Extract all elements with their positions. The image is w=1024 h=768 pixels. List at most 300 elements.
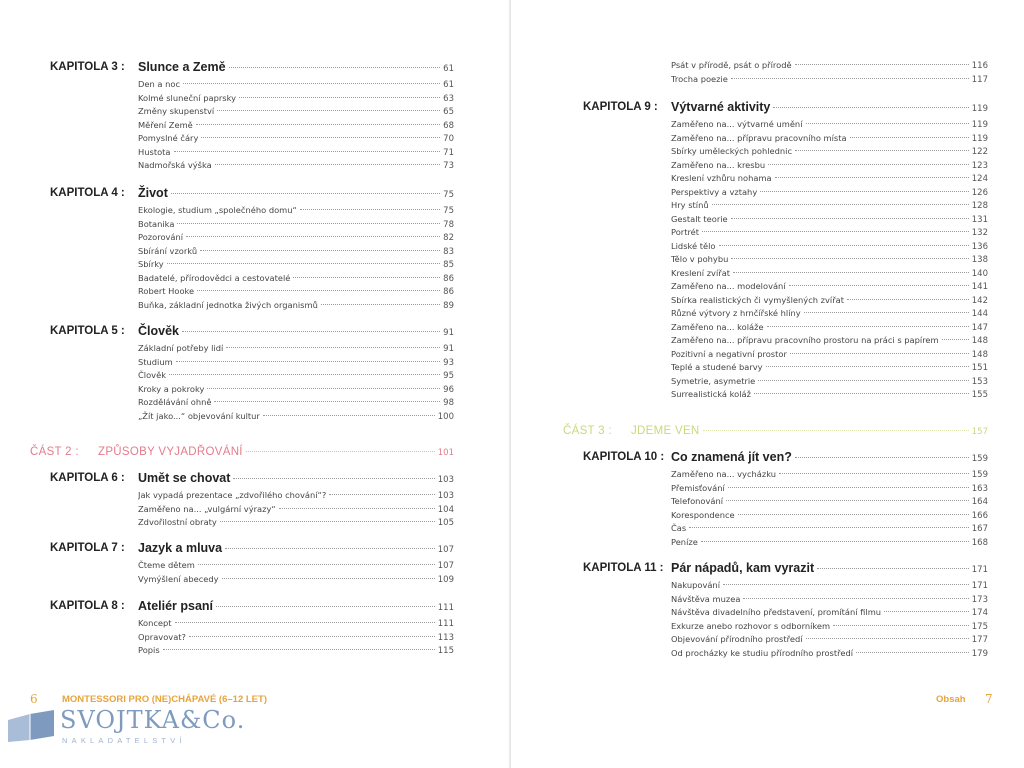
toc-entry-page: 103 — [437, 491, 454, 501]
logo-name: SVOJTKA&Co. — [60, 706, 246, 734]
part-heading-line — [98, 445, 454, 459]
chapter-content — [138, 186, 454, 312]
chapter-page: 119 — [971, 104, 988, 114]
leader-dots — [226, 347, 440, 348]
chapter-content — [671, 59, 988, 86]
toc-entry-title: Zdvořilostní obraty — [138, 517, 217, 527]
leader-dots — [167, 263, 441, 264]
toc-entry-title: Změny skupenství — [138, 106, 215, 116]
leader-dots — [766, 366, 969, 367]
toc-entry — [671, 172, 988, 186]
toc-entry — [671, 321, 988, 335]
toc-entry-title: Zaměřeno na... „vulgární výrazy“ — [138, 503, 276, 514]
toc-entry-title: Sbírky — [138, 259, 164, 269]
toc-entry-title: Botanika — [138, 218, 175, 229]
leader-dots — [856, 652, 969, 653]
toc-entry-title: Přemisťování — [671, 482, 725, 493]
toc-entry-page: 109 — [437, 574, 454, 585]
chapter-heading — [671, 450, 988, 464]
toc-entry — [138, 644, 454, 658]
leader-dots — [942, 339, 969, 340]
chapter-label: KAPITOLA 5 : — [50, 325, 125, 337]
toc-entry-page: 111 — [437, 619, 454, 629]
leader-dots — [197, 290, 440, 291]
leader-dots — [214, 401, 440, 402]
toc-entry — [138, 396, 454, 410]
chapter-5 — [50, 324, 454, 423]
toc-entry — [138, 617, 454, 631]
toc-entry-title: „Žít jako...“ objevování kultur — [138, 410, 260, 421]
leader-dots — [754, 393, 969, 394]
leader-dots — [201, 137, 440, 138]
entry-list — [138, 204, 454, 312]
toc-entry-title: Sbírka realistických či vymyšlených zvířat — [671, 294, 844, 305]
leader-dots — [196, 124, 440, 125]
toc-entry-page: 167 — [971, 524, 988, 534]
part-page: 101 — [437, 448, 454, 458]
chapter-title: Člověk — [138, 324, 179, 338]
toc-entry-page: 100 — [437, 411, 454, 422]
entry-list — [671, 118, 988, 402]
toc-entry-title: Symetrie, asymetrie — [671, 375, 756, 386]
toc-entry-page: 89 — [443, 300, 454, 311]
toc-entry — [671, 59, 988, 73]
leader-dots — [731, 258, 968, 259]
chapter-label: KAPITOLA 3 : — [50, 61, 125, 73]
leader-dots — [712, 204, 969, 205]
toc-entry-title: Zaměřeno na... kresbu — [671, 159, 766, 170]
toc-entry-title: Buňka, základní jednotka živých organismů — [138, 299, 318, 310]
toc-entry — [671, 593, 988, 607]
toc-entry-title: Návštěva divadelního představení, promítání filmu — [671, 607, 882, 617]
toc-entry-page: 148 — [971, 336, 988, 346]
toc-entry — [671, 647, 988, 661]
toc-entry-page: 132 — [971, 228, 988, 238]
toc-entry-title: Od procházky ke studiu přírodního prostředí — [671, 647, 854, 658]
toc-entry-page: 105 — [437, 518, 454, 528]
left-page-number: 6 — [30, 692, 38, 706]
toc-entry-title: Návštěva muzea — [671, 593, 741, 604]
toc-entry-page: 113 — [437, 632, 454, 643]
leader-dots — [169, 374, 440, 375]
entry-list — [138, 78, 454, 173]
toc-entry — [671, 267, 988, 281]
toc-entry-title: Tělo v pohybu — [671, 254, 729, 264]
toc-entry — [671, 388, 988, 402]
toc-entry-page: 175 — [971, 621, 988, 632]
chapter-page: 103 — [437, 475, 454, 485]
leader-dots — [790, 353, 969, 354]
toc-entry-page: 163 — [971, 483, 988, 494]
toc-entry-page: 117 — [971, 74, 988, 85]
toc-entry-page: 140 — [971, 268, 988, 279]
book-icon — [6, 708, 56, 744]
toc-entry — [138, 245, 454, 259]
leader-dots — [229, 67, 441, 68]
toc-entry-page: 136 — [971, 241, 988, 252]
leader-dots — [795, 457, 969, 458]
leader-dots — [884, 611, 969, 612]
toc-entry-page: 68 — [443, 120, 454, 131]
leader-dots — [701, 541, 969, 542]
leader-dots — [263, 415, 435, 416]
toc-entry — [138, 218, 454, 232]
toc-entry-title: Korespondence — [671, 509, 735, 520]
toc-entry-title: Člověk — [138, 370, 166, 380]
toc-entry-page: 173 — [971, 594, 988, 605]
chapter-heading — [138, 324, 454, 338]
toc-entry-title: Perspektivy a vztahy — [671, 186, 758, 197]
toc-entry — [671, 375, 988, 389]
chapter-content — [138, 324, 454, 423]
right-page-number: 7 — [985, 692, 993, 706]
toc-entry-title: Různé výtvory z hrnčířské hlíny — [671, 308, 801, 318]
toc-entry-page: 138 — [971, 255, 988, 265]
leader-dots — [817, 568, 969, 569]
leader-dots — [183, 83, 440, 84]
leader-dots — [775, 177, 969, 178]
toc-entry — [671, 240, 988, 254]
chapter-label: KAPITOLA 10 : — [583, 451, 665, 463]
leader-dots — [176, 361, 440, 362]
toc-entry-page: 141 — [971, 282, 988, 292]
leader-dots — [731, 218, 969, 219]
leader-dots — [216, 606, 435, 607]
leader-dots — [703, 430, 969, 431]
chapter-7 — [50, 541, 454, 586]
chapter-page: 91 — [443, 328, 454, 338]
leader-dots — [760, 191, 969, 192]
part-title: JDEME VEN — [631, 425, 700, 437]
toc-entry — [138, 342, 454, 356]
chapter-title: Ateliér psaní — [138, 599, 214, 613]
toc-entry-title: Robert Hooke — [138, 286, 195, 296]
chapter-title: Co znamená jít ven? — [671, 450, 792, 464]
leader-dots — [329, 494, 435, 495]
leader-dots — [779, 473, 969, 474]
toc-entry — [671, 334, 988, 348]
toc-entry — [138, 258, 454, 272]
toc-entry — [138, 204, 454, 218]
leader-dots — [738, 514, 969, 515]
chapter-title: Život — [138, 186, 168, 200]
entry-list — [671, 468, 988, 549]
toc-entry — [138, 573, 454, 587]
toc-entry-title: Pomyslné čáry — [138, 133, 199, 143]
toc-entry — [671, 579, 988, 593]
chapter-label: KAPITOLA 6 : — [50, 472, 125, 484]
toc-entry — [138, 559, 454, 573]
toc-entry-page: 78 — [443, 219, 454, 230]
toc-entry-page: 124 — [971, 174, 988, 184]
toc-entry-title: Hry stínů — [671, 200, 709, 210]
leader-dots — [246, 451, 435, 452]
toc-entry-page: 119 — [971, 133, 988, 144]
entry-list — [138, 559, 454, 586]
toc-entry-title: Zaměřeno na... koláže — [671, 321, 764, 332]
chapter-content — [138, 60, 454, 173]
toc-entry-title: Studium — [138, 356, 173, 367]
toc-entry-page: 174 — [971, 608, 988, 618]
toc-entry-page: 148 — [971, 349, 988, 360]
entry-list — [671, 59, 988, 86]
toc-entry — [138, 503, 454, 517]
part-label: ČÁST 2 : — [30, 446, 79, 458]
toc-entry-page: 166 — [971, 510, 988, 521]
toc-entry-title: Čas — [671, 523, 687, 533]
chapter-title: Pár nápadů, kam vyrazit — [671, 561, 815, 575]
entry-list — [138, 617, 454, 658]
leader-dots — [225, 548, 435, 549]
toc-entry — [671, 253, 988, 267]
toc-entry-page: 128 — [971, 201, 988, 211]
chapter-page: 171 — [971, 565, 988, 575]
leader-dots — [719, 245, 969, 246]
toc-entry-title: Nakupování — [671, 580, 720, 590]
leader-dots — [300, 209, 440, 210]
chapter-heading — [138, 541, 454, 555]
leader-dots — [207, 388, 440, 389]
chapter-page: 107 — [437, 545, 454, 555]
toc-entry — [671, 633, 988, 647]
toc-entry — [671, 468, 988, 482]
toc-entry — [138, 92, 454, 106]
toc-entry-page: 119 — [971, 120, 988, 130]
leader-dots — [806, 638, 969, 639]
running-footer-section: Obsah — [936, 694, 966, 705]
running-footer-title: MONTESSORI PRO (NE)CHÁPAVÉ (6–12 LET) — [62, 694, 267, 705]
chapter-11 — [583, 561, 988, 660]
toc-entry-title: Kroky a pokroky — [138, 383, 205, 394]
chapter-label: KAPITOLA 8 : — [50, 600, 125, 612]
chapter-content — [138, 471, 454, 530]
toc-entry — [671, 145, 988, 159]
toc-entry-page: 179 — [971, 648, 988, 659]
chapter-9 — [583, 100, 988, 402]
entry-list — [671, 579, 988, 660]
leader-dots — [804, 312, 969, 313]
toc-entry — [138, 369, 454, 383]
toc-entry — [138, 78, 454, 92]
chapter-title: Výtvarné aktivity — [671, 100, 771, 114]
toc-entry-title: Kreslení zvířat — [671, 267, 731, 278]
chapter-page: 111 — [437, 603, 454, 613]
leader-dots — [789, 285, 969, 286]
entry-list — [138, 489, 454, 530]
toc-entry — [671, 213, 988, 227]
leader-dots — [806, 123, 969, 124]
toc-entry-title: Lidské tělo — [671, 240, 716, 251]
leader-dots — [220, 521, 435, 522]
toc-entry-page: 177 — [971, 635, 988, 645]
leader-dots — [186, 236, 440, 237]
toc-entry — [138, 119, 454, 133]
toc-entry-page: 75 — [443, 206, 454, 216]
toc-entry-page: 159 — [971, 470, 988, 480]
toc-entry-title: Zaměřeno na... přípravu pracovního prostoru na práci s papírem — [671, 335, 939, 345]
toc-entry — [671, 118, 988, 132]
leader-dots — [217, 110, 440, 111]
toc-entry-title: Den a noc — [138, 79, 181, 89]
toc-entry — [671, 606, 988, 620]
toc-entry — [138, 105, 454, 119]
toc-entry-page: 171 — [971, 581, 988, 591]
chapter-4 — [50, 186, 454, 312]
chapter-8-continued — [583, 59, 988, 86]
toc-entry — [671, 294, 988, 308]
toc-entry-page: 71 — [443, 147, 454, 158]
chapter-page: 159 — [971, 454, 988, 464]
leader-dots — [731, 78, 969, 79]
right-page — [511, 0, 1024, 768]
toc-entry — [671, 186, 988, 200]
toc-entry-page: 107 — [437, 561, 454, 571]
chapter-title: Slunce a Země — [138, 60, 226, 74]
part-heading-line — [631, 424, 988, 438]
toc-entry-title: Základní potřeby lidí — [138, 343, 224, 353]
leader-dots — [702, 231, 969, 232]
leader-dots — [175, 622, 435, 623]
part-3-heading — [563, 424, 988, 438]
toc-entry-title: Hustota — [138, 146, 171, 157]
toc-entry — [138, 356, 454, 370]
toc-entry-title: Vymýšlení abecedy — [138, 573, 219, 584]
toc-entry-title: Kreslení vzhůru nohama — [671, 173, 772, 183]
toc-entry-page: 116 — [971, 61, 988, 71]
toc-entry — [671, 132, 988, 146]
chapter-label: KAPITOLA 11 : — [583, 562, 664, 574]
chapter-10 — [583, 450, 988, 549]
part-title: ZPŮSOBY VYJADŘOVÁNÍ — [98, 446, 243, 458]
toc-entry — [671, 73, 988, 87]
leader-dots — [215, 164, 440, 165]
toc-entry-title: Nadmořská výška — [138, 160, 212, 170]
toc-entry-page: 122 — [971, 147, 988, 157]
toc-entry-page: 98 — [443, 398, 454, 408]
leader-dots — [177, 223, 440, 224]
leader-dots — [847, 299, 969, 300]
chapter-title: Jazyk a mluva — [138, 541, 223, 555]
toc-entry-page: 104 — [437, 504, 454, 515]
toc-entry-title: Teplé a studené barvy — [671, 362, 763, 372]
leader-dots — [293, 277, 440, 278]
toc-entry — [671, 536, 988, 550]
toc-entry-page: 155 — [971, 390, 988, 400]
chapter-heading — [138, 471, 454, 485]
toc-entry — [671, 226, 988, 240]
chapter-content — [138, 541, 454, 586]
toc-entry-title: Objevování přírodního prostředí — [671, 634, 803, 644]
chapter-content — [671, 561, 988, 660]
leader-dots — [233, 478, 434, 479]
leader-dots — [850, 137, 969, 138]
toc-entry — [671, 348, 988, 362]
chapter-6 — [50, 471, 454, 530]
chapter-label: KAPITOLA 4 : — [50, 187, 125, 199]
toc-entry-title: Rozdělávání ohně — [138, 397, 212, 407]
publisher-logo — [6, 706, 246, 750]
toc-entry — [671, 522, 988, 536]
toc-entry-title: Exkurze anebo rozhovor s odborníkem — [671, 620, 831, 631]
toc-entry-title: Čteme dětem — [138, 560, 195, 570]
toc-entry — [138, 272, 454, 286]
chapter-content — [138, 599, 454, 658]
leader-dots — [733, 272, 969, 273]
toc-entry — [138, 231, 454, 245]
toc-entry-title: Surrealistická koláž — [671, 389, 751, 399]
toc-entry-page: 65 — [443, 107, 454, 117]
toc-entry — [138, 299, 454, 313]
toc-entry — [138, 516, 454, 530]
chapter-8 — [50, 599, 454, 658]
toc-entry-page: 73 — [443, 161, 454, 171]
leader-dots — [795, 64, 969, 65]
leader-dots — [767, 326, 969, 327]
toc-entry-page: 126 — [971, 187, 988, 198]
toc-entry-page: 82 — [443, 233, 454, 243]
toc-entry — [671, 159, 988, 173]
toc-entry — [138, 631, 454, 645]
toc-entry-page: 153 — [971, 376, 988, 387]
leader-dots — [833, 625, 969, 626]
chapter-heading — [138, 186, 454, 200]
chapter-content — [671, 100, 988, 402]
toc-entry-title: Koncept — [138, 618, 172, 628]
toc-entry-title: Zaměřeno na... přípravu pracovního místa — [671, 132, 847, 143]
leader-dots — [723, 584, 969, 585]
toc-entry-title: Zaměřeno na... vycházku — [671, 469, 777, 479]
toc-entry-title: Trocha poezie — [671, 73, 728, 84]
leader-dots — [773, 107, 968, 108]
chapter-page: 75 — [443, 190, 454, 200]
toc-entry-page: 86 — [443, 273, 454, 284]
toc-entry-title: Ekologie, studium „společného domu“ — [138, 205, 297, 215]
leader-dots — [222, 578, 435, 579]
toc-entry-title: Měření Země — [138, 119, 193, 130]
toc-entry — [138, 383, 454, 397]
toc-entry-page: 95 — [443, 371, 454, 381]
entry-list — [138, 342, 454, 423]
toc-entry — [138, 410, 454, 424]
leader-dots — [689, 527, 969, 528]
toc-entry — [671, 280, 988, 294]
leader-dots — [171, 193, 440, 194]
part-page: 157 — [971, 427, 988, 437]
toc-entry-page: 63 — [443, 93, 454, 104]
chapter-heading — [138, 60, 454, 74]
toc-entry — [138, 285, 454, 299]
toc-entry-title: Telefonování — [671, 496, 724, 506]
toc-entry — [138, 159, 454, 173]
toc-entry-title: Portrét — [671, 227, 700, 237]
leader-dots — [239, 97, 440, 98]
toc-entry-title: Kolmé sluneční paprsky — [138, 92, 237, 103]
toc-entry — [671, 199, 988, 213]
toc-entry-page: 144 — [971, 309, 988, 319]
toc-entry-title: Zaměřeno na... výtvarné umění — [671, 119, 803, 129]
toc-entry-page: 147 — [971, 322, 988, 333]
toc-entry — [138, 489, 454, 503]
toc-entry-title: Pozorování — [138, 232, 184, 242]
leader-dots — [743, 598, 968, 599]
toc-entry-page: 83 — [443, 246, 454, 257]
leader-dots — [728, 487, 969, 488]
chapter-title: Umět se chovat — [138, 471, 231, 485]
toc-entry-page: 70 — [443, 134, 454, 144]
toc-entry-title: Jak vypadá prezentace „zdvořilého chování“? — [138, 490, 327, 500]
toc-entry-page: 85 — [443, 260, 454, 270]
leader-dots — [163, 649, 435, 650]
